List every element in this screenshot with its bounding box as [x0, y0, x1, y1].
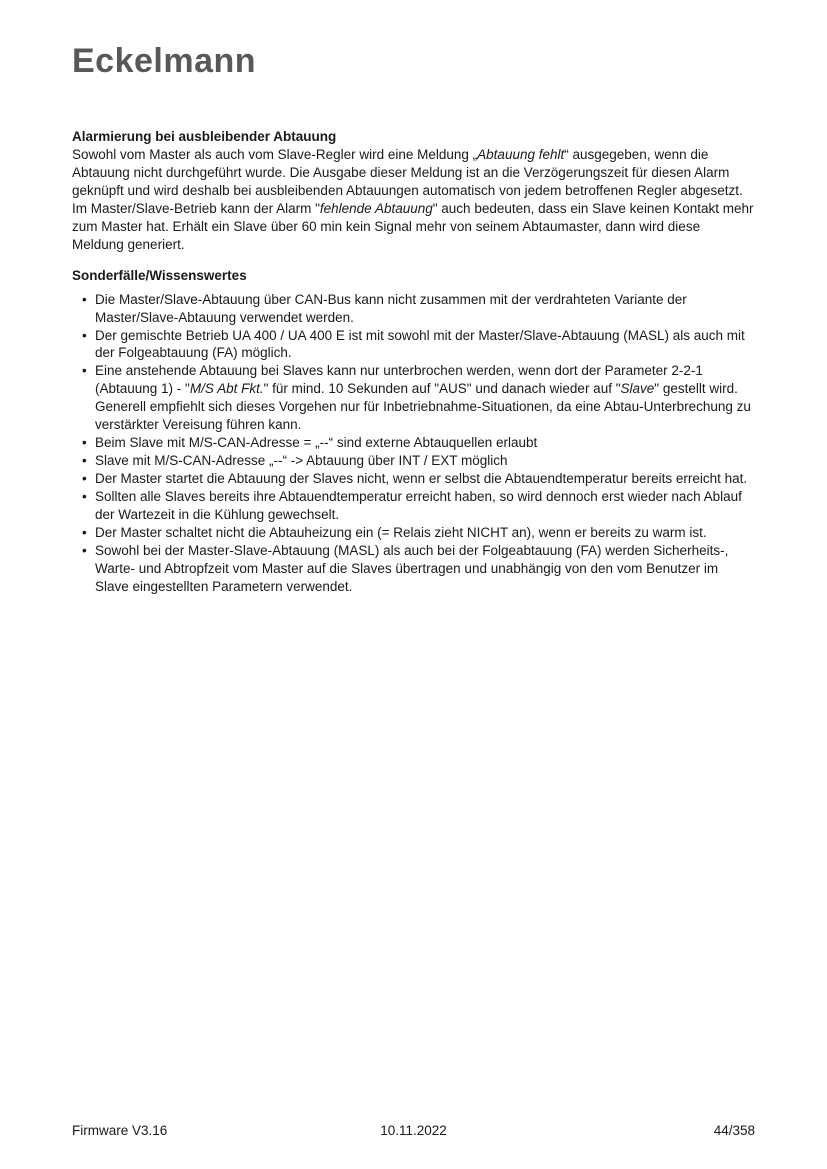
- list-item: [82, 470, 755, 488]
- section-title-alarmierung: Alarmierung bei ausbleibender Abtauung: [72, 129, 337, 144]
- paragraph-italic-term: Abtauung fehlt: [477, 146, 565, 162]
- list-item: [82, 542, 755, 596]
- bullet-text: Beim Slave mit M/S-CAN-Adresse = „--“ sind externe Abtauquellen erlaubt: [95, 435, 538, 451]
- bullet-text: Der Master schaltet nicht die Abtauheizung ein (= Relais zieht NICHT an), wenn er bereits zu warm ist.: [95, 525, 707, 541]
- list-item: [82, 488, 755, 524]
- list-item: [82, 362, 755, 434]
- paragraph-text: Sowohl vom Master als auch vom Slave-Regler wird eine Meldung „: [72, 146, 478, 162]
- bullet-text: Der Master startet die Abtauung der Slaves nicht, wenn er selbst die Abtauendtemperatur bereits erreicht hat.: [95, 471, 748, 487]
- bullet-text: " für mind. 10 Sekunden auf "AUS" und danach wieder auf ": [263, 381, 621, 397]
- list-item: [82, 452, 755, 470]
- footer-date: 10.11.2022: [380, 1122, 447, 1138]
- bullet-text: Der gemischte Betrieb UA 400 / UA 400 E ist mit sowohl mit der Master/Slave-Abtauung (MASL) als auch mit der Folgeabtauung (FA) möglich.: [95, 327, 745, 361]
- paragraph-italic-term: fehlende Abtauung: [319, 200, 433, 216]
- paragraph-text: " auch bedeuten, dass ein Slave keinen Kontakt mehr zum Master hat. Erhält ein Slave über 60 min kein Signal mehr von seinem Abtaumaster, dann wird diese Meldung generiert.: [72, 200, 754, 252]
- list-item: [82, 291, 755, 327]
- footer-firmware-version: Firmware V3.16: [72, 1122, 168, 1138]
- alarmierung-paragraph: [72, 146, 755, 254]
- bullet-text: " gestellt wird. Generell empfiehlt sich dieses Vorgehen nur für Inbetriebnahme-Situationen, da eine Abtau-Unterbrechung zu verstärkter Vereisung führen kann.: [95, 381, 751, 433]
- page-footer: [72, 1123, 755, 1139]
- page-content: [72, 128, 755, 596]
- list-item: [82, 327, 755, 363]
- bullet-list: [72, 291, 755, 596]
- section-title-sonderfaelle: Sonderfälle/Wissenswertes: [72, 267, 247, 283]
- paragraph-text: “ ausgegeben, wenn die Abtauung nicht durchgeführt wurde. Die Ausgabe dieser Meldung ist an die Verzögerungszeit für diesen Alarm geknüpft und wird deshalb bei ausbleibenden Abtauungen automatisch von jedem betroffenen Regler abgesetzt. Im Master/Slave-Betrieb kann der Alarm ": [72, 146, 743, 216]
- bullet-text: Eine anstehende Abtauung bei Slaves kann nur unterbrochen werden, wenn dort der Parameter 2-2-1 (Abtauung 1) - ": [95, 363, 703, 397]
- bullet-italic-term: M/S Abt Fkt.: [189, 381, 264, 397]
- bullet-text: Sollten alle Slaves bereits ihre Abtauendtemperatur erreicht haben, so wird dennoch erst wieder nach Ablauf der Wartezeit in die Kühlung gewechselt.: [95, 489, 742, 523]
- company-logo: Eckelmann: [72, 42, 257, 80]
- list-item: [82, 434, 755, 452]
- bullet-italic-term: Slave: [620, 381, 655, 397]
- list-item: [82, 524, 755, 542]
- bullet-text: Die Master/Slave-Abtauung über CAN-Bus kann nicht zusammen mit der verdrahteten Variante der Master/Slave-Abtauung verwendet werden.: [95, 291, 687, 325]
- bullet-text: Sowohl bei der Master-Slave-Abtauung (MASL) als auch bei der Folgeabtauung (FA) werden Sicherheits-, Warte- und Abtropfzeit vom Master auf die Slaves übertragen und unabhängig von den vom Benutzer im Slave eingestellten Parametern verwendet.: [95, 542, 729, 594]
- footer-page-number: 44/358: [713, 1122, 756, 1138]
- bullet-text: Slave mit M/S-CAN-Adresse „--“ -> Abtauung über INT / EXT möglich: [95, 453, 508, 469]
